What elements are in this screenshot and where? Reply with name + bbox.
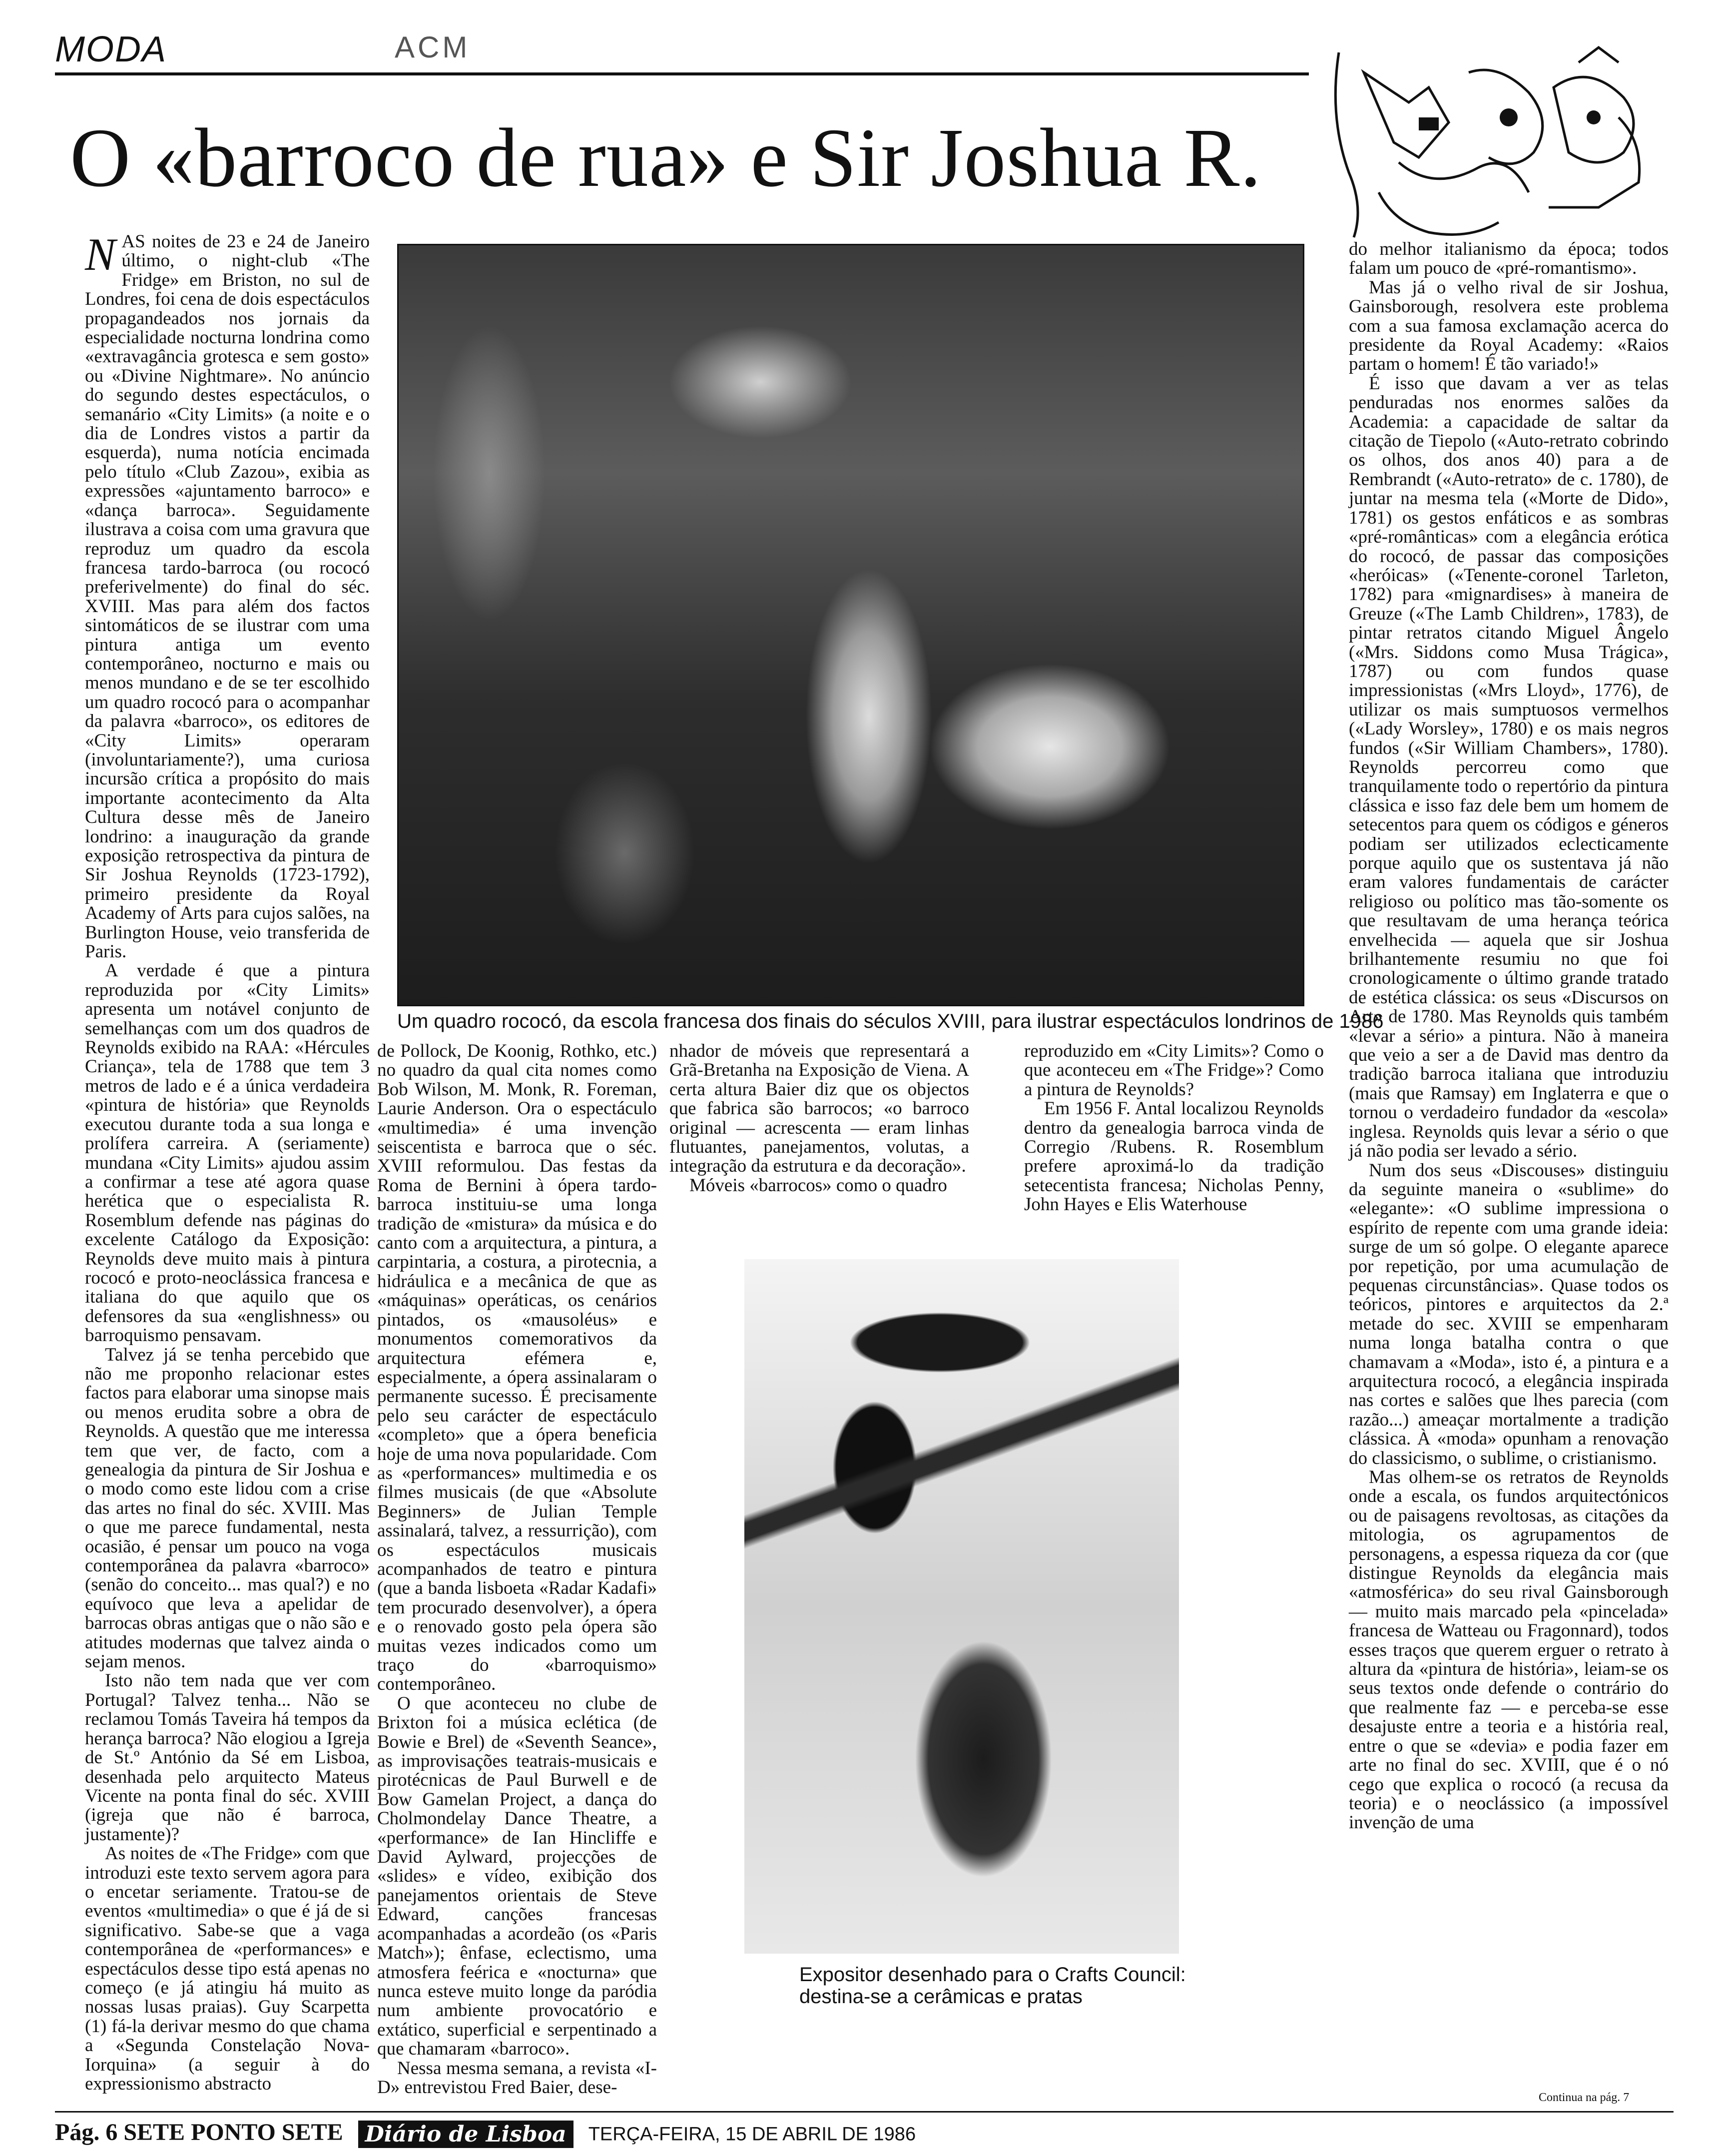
article-column-2 (377, 1042, 657, 2097)
headline: O «barroco de rua» e Sir Joshua R. (70, 111, 1262, 204)
header-stamp: ACM (395, 30, 471, 64)
article-paragraph: do melhor italianismo da época; todos falam um pouco de «pré-romantismo». (1349, 239, 1669, 279)
article-paragraph: Isto não tem nada que ver com Portugal? Talvez tenha... Não se reclamou Tomás Taveira há tempos da herança barroca? Não elogiou a Igreja de St.º António da Sé em Lisboa, desenhada pelo arquitecto Mateus Vicente na ponta final do séc. XVIII (igreja que não é barroca, justamente)? (85, 1670, 370, 1845)
footer-rule (55, 2111, 1674, 2113)
article-column-5 (1349, 240, 1669, 1833)
article-paragraph: Num dos seus «Discouses» distinguiu da seguinte maneira o «sublime» do «elegante»: «O sublime impressiona o espírito de repente com uma grande ideia: surge de um só golpe. O elegante aparece por repetição, por uma acumulação de pequenas circunstâncias». Quase todos os teóricos, pintores e arquitectos da 2.ª metade do sec. XVIII se empenharam numa longa batalha contra o que chamavam a «Moda», isto é, a pintura e a arquitectura rococó, a elegância inspirada nas cortes e salões que lhes parecia (com razão...) ameaçar mortalmente a tradição clássica. À «moda» opunham a renovação do classicismo, o sublime, o cristianismo. (1349, 1160, 1669, 1468)
masthead-logo: Diário de Lisboa (358, 2121, 573, 2148)
header-rule (55, 72, 1309, 75)
photo2-caption-line: Expositor desenhado para o Crafts Council: (799, 1964, 1186, 1986)
article-paragraph: Móveis «barrocos» como o quadro (689, 1175, 947, 1196)
continued-note: Continua na pág. 7 (1539, 2091, 1630, 2104)
article-paragraph: reproduzido em «City Limits»? Como o que aconteceu em «The Fridge»? Como a pintura de Reynolds? (1024, 1041, 1324, 1100)
article-paragraph: É isso que davam a ver as telas penduradas nos enormes salões da Academia: a capacidade de saltar da citação de Tiepolo («Auto-retrato cobrindo os olhos, dos anos 40) para a de Rembrandt («Auto-retrato» de c. 1780), de juntar na mesma tela («Morte de Dido», 1781) os gestos enfáticos e as sombras «pré-românticas» com a elegância erótica do rococó, de passar das composições «heróicas» («Tenente-coronel Tarleton, 1782) para «mignardises» à maneira de Greuze («The Lamb Children», 1783), de pintar retratos citando Miguel Ângelo («Mrs. Siddons como Musa Trágica», 1787) ou com fundos quase impressionistas («Mrs Lloyd», 1776), de utilizar os mais sumptuosos vermelhos («Lady Worsley», 1780) e os mais negros fundos («Sir William Chambers», 1780). Reynolds percorreu como que tranquilamente todo o repertório da pintura clássica e isso faz dele bem um homem de setecentos para quem os códigos e géneros podiam ser utilizados eclecticamente porque aquilo que os sustentava já não eram valores fundamentais de carácter religioso ou político mas tão-somente os que resultavam de uma herança teórica envelhecida — aquela que sir Joshua brilhantemente resumiu no que foi cronologicamente o último grande tratado de estética clássica: os seus «Discursos on Art» de 1780. Mas Reynolds quis também «levar a sério» a pintura. Não à maneira que veio a ser a de David mas dentro da tradição barroca italiana que introduziu (mais que Ramsay) em Inglaterra e que o tornou o verdadeiro fundador da «escola» inglesa. Reynolds quis levar a sério o que já não podia ser levado a sério. (1349, 373, 1669, 1162)
article-paragraph: As noites de «The Fridge» com que introduzi este texto servem agora para o encetar seriamente. Tratou-se de eventos «multimedia» o que é já de si significativo. Sabe-se que a vaga contemporânea de «performances» e espectáculos desse tipo está apenas no começo (e já atingiu há muito as nossas lusas praias). Guy Scarpetta (1) fá-la derivar mesmo do que chama a «Segunda Constelação Nova-Iorquina» (a seguir à do expressionismo abstracto (85, 1843, 370, 2094)
rococo-painting-photo (397, 244, 1304, 1006)
article-column-1 (85, 229, 370, 2094)
article-column-4 (1024, 1042, 1324, 1215)
drop-cap: N (85, 229, 116, 280)
article-paragraph: A verdade é que a pintura reproduzida por «City Limits» apresenta um notável conjunto de semelhanças com um dos quadros de Reynolds exibido na RAA: «Hércules Criança», tela de 1788 que tem 3 metros de lado e é a única verdadeira «pintura de história» que Reynolds executou durante toda a sua longa e prolífera carreira. A (seriamente) mundana «City Limits» ajudou assim a confirmar a tese até agora quase herética que o especialista R. Rosemblum defende nas páginas do excelente Catálogo da Exposição: Reynolds deve muito mais à pintura rococó e proto-neoclássica francesa e italiana do que aquilo que os defensores da sua «englishness» ou barroquismo pensavam. (85, 960, 370, 1346)
article-paragraph: nhador de móveis que representará a Grã-Bretanha na Exposição de Viena. A certa altura Baier diz que os objectos que fabrica são barrocos; «o barroco original — acrescenta — eram linhas flutuantes, panejamentos, volutas, a integração da estrutura e da decoração». (669, 1041, 969, 1177)
crafts-council-display-photo (744, 1259, 1179, 1954)
article-column-3 (669, 1042, 969, 1195)
sketch-illustration (1319, 42, 1669, 242)
article-paragraph: Mas olhem-se os retratos de Reynolds onde a escala, os fundos arquitectónicos ou de paisagens revoltosas, as citações da mitologia, os agrupamentos de personagens, a espessa riqueza da cor (que distingue Reynolds da elegância mais «atmosférica» do seu rival Gainsborough — muito mais marcado pela «pincelada» francesa de Watteau ou Fragonnard), todos esses traços que querem erguer o retrato à altura da «pintura de história», leiam-se os seus textos onde defende o contrário do que realmente faz — e perceba-se esse desajuste entre a teoria e a história real, entre o que se «devia» e podia fazer em arte no final do sec. XVIII, que é o nó cego que explica o rococó (a recusa da teoria) e o neoclássico (a impossível invenção de uma (1349, 1467, 1669, 1833)
issue-date: TERÇA-FEIRA, 15 DE ABRIL DE 1986 (588, 2124, 916, 2145)
article-paragraph: Nessa mesma semana, a revista «I-D» entrevistou Fred Baier, dese- (377, 2058, 657, 2098)
article-paragraph: Talvez já se tenha percebido que não me proponho relacionar estes factos para elaborar uma sinopse mais ou menos erudita sobre a obra de Reynolds. A questão que me interessa tem que ver, de facto, com a genealogia da pintura de Sir Joshua e o modo como este lidou com a crise das artes no final do séc. XVIII. Mas o que me parece fundamental, nesta ocasião, é pensar um pouco na voga contemporânea da palavra «barroco» (senão do conceito... mas qual?) e no equívoco que leva a apelidar de barrocas obras antigas que o não são e atitudes modernas que talvez ainda o sejam menos. (85, 1344, 370, 1672)
footer (55, 2119, 916, 2148)
photo-caption: Um quadro rococó, da escola francesa dos finais do séculos XVIII, para ilustrar espectáculos londrinos de 1986 (397, 1010, 1384, 1032)
photo2-caption-line: destina-se a cerâmicas e pratas (799, 1986, 1083, 2008)
article-paragraph: O que aconteceu no clube de Brixton foi a música eclética (de Bowie e Brel) de «Seventh Seance», as improvisações teatrais-musicais e pirotécnicas de Paul Burwell e de Bow Gamelan Project, a dança do Cholmondelay Dance Theatre, a «performance» de Ian Hincliffe e David Aylward, projecções de «slides» e vídeo, exibição dos panejamentos orientais de Steve Edward, canções francesas acompanhadas a acordeão (os «Paris Match»); ênfase, eclectismo, uma atmosfera feérica e «nocturna» que nunca esteve muito longe da paródia num ambiente provocatório e extático, superficial e serpentinado a que chamaram «barroco». (377, 1693, 657, 2060)
article-paragraph: Mas já o velho rival de sir Joshua, Gainsborough, resolvera este problema com a sua famosa exclamação acerca do presidente da Royal Academy: «Raios partam o homem! É tão variado!» (1349, 277, 1669, 375)
article-paragraph: Em 1956 F. Antal localizou Reynolds dentro da genealogia barroca vinda de Corregio /Rubens. R. Rosemblum prefere aproximá-lo da tradição setecentista francesa; Nicholas Penny, John Hayes e Elis Waterhouse (1024, 1098, 1324, 1215)
article-paragraph: de Pollock, De Koonig, Rothko, etc.) no quadro da qual cita nomes como Bob Wilson, M. Monk, R. Foreman, Laurie Anderson. Ora o espectáculo «multimedia» é uma invenção seiscentista e barroca que o séc. XVIII reformulou. Das festas da Roma de Bernini à ópera tardo-barroca instituiu-se uma longa tradição de «mistura» da música e do canto com a arquitectura, a pintura, a carpintaria, a costura, a pirotecnia, a hidráulica e a mecânica de que as «máquinas» operáticas, os cenários pintados, os «mausoléus» e monumentos comemorativos da arquitectura efémera e, especialmente, a ópera assinalaram o permanente sucesso. É precisamente pelo seu carácter de espectáculo «completo» que a ópera beneficia hoje de uma nova popularidade. Com as «performances» multimedia e os filmes musicais (de que «Absolute Beginners» de Julian Temple assinalará, talvez, a ressurrição), com os espectáculos musicais acompanhados de teatro e pintura (que a banda lisboeta «Radar Kadafi» tem procurado desenvolver), a ópera e o renovado gosto pela ópera são muitas vezes indicados como um traço do «barroquismo» contemporâneo. (377, 1041, 657, 1695)
photo2-caption (799, 1964, 1199, 2008)
page-label: Pág. 6 SETE PONTO SETE (55, 2119, 343, 2146)
section-label: MODA (55, 29, 167, 69)
article-paragraph: NAS noites de 23 e 24 de Janeiro último, o night-club «The Fridge» em Briston, no sul de Londres, foi cena de dois espectáculos propagandeados nos jornais da especialidade nocturna londrina como «extravagância grotesca e sem gosto» ou «Divine Nightmare». No anúncio do segundo destes espectáculos, o semanário «City Limits» (a noite e o dia de Londres vistos a partir da esquerda), numa notícia encimada pelo título «Club Zazou», exibia as expressões «ajuntamento barroco» e «dança barroca». Seguidamente ilustrava a coisa com uma gravura que reproduz um quadro da escola francesa tardo-barroca (ou rococó preferivelmente) do final do séc. XVIII. Mas para além dos factos sintomáticos de se ilustrar com uma pintura antiga um evento contemporâneo, nocturno e mais ou menos mundano e de se ter escolhido um quadro rococó para o acompanhar da palavra «barroco», os editores de «City Limits» operaram (involuntariamente?), uma curiosa incursão crítica a propósito do mais importante acontecimento da Alta Cultura desse mês de Janeiro londrino: a inauguração da grande exposição retrospectiva da pintura de Sir Joshua Reynolds (1723-1792), primeiro presidente da Royal Academy of Arts para cujos salões, na Burlington House, veio transferida de Paris. (85, 229, 370, 962)
